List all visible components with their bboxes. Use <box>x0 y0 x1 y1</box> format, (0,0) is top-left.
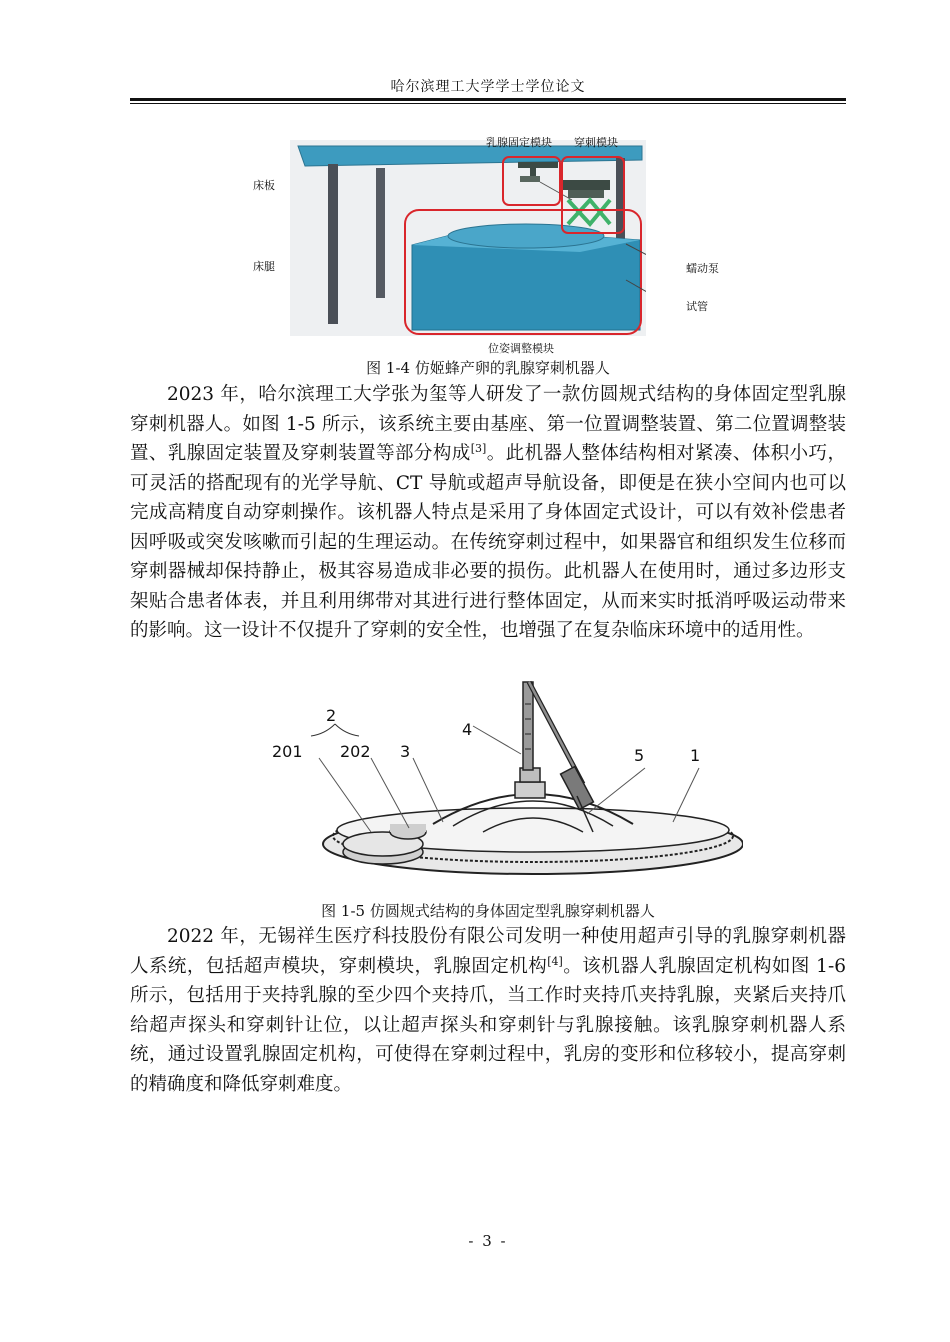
label-5: 5 <box>634 746 645 765</box>
label-bed-board: 床板 <box>253 179 275 192</box>
figure-1-5-caption: 图 1-5 仿圆规式结构的身体固定型乳腺穿刺机器人 <box>321 902 655 920</box>
label-bed-leg: 床腿 <box>253 260 275 273</box>
label-3: 3 <box>400 742 411 761</box>
paragraph-2-text-after: 。该机器人乳腺固定机构如图 1-6 所示，包括用于夹持乳腺的至少四个夹持爪，当工作时夹持爪夹持乳腺，夹紧后夹持爪给超声探头和穿刺针让位，以让超声探头和穿刺针与乳腺接触。该乳腺穿刺机器人系统，通过设置乳腺固定机构，可使得在穿刺过程中，乳房的变形和位移较小，提高穿刺的精确度和降低穿刺难度。 <box>130 955 846 1095</box>
label-4: 4 <box>462 720 473 739</box>
label-1: 1 <box>690 746 701 765</box>
label-2: 2 <box>326 706 337 725</box>
citation-4: [4] <box>547 954 563 968</box>
label-202: 202 <box>340 742 371 761</box>
label-201: 201 <box>272 742 303 761</box>
paragraph-1-text: 2023 年，哈尔滨理工大学张为玺等人研发了一款仿圆规式结构的身体固定型乳腺穿刺机器人。如图 1-5 所示，该系统主要由基座、第一位置调整装置、第二位置调整装置、乳腺固定装置及穿刺装置等部分构成 <box>130 384 846 464</box>
label-breast-fixation-module: 乳腺固定模块 <box>486 136 552 149</box>
label-pose-adjust-module: 位姿调整模块 <box>488 342 554 355</box>
header-rule-thin <box>130 103 846 104</box>
paragraph-2-text: 2022 年，无锡祥生医疗科技股份有限公司发明一种使用超声引导的乳腺穿刺机器人系统，包括超声模块，穿刺模块，乳腺固定机构 <box>130 926 846 977</box>
figure-1-4-caption: 图 1-4 仿姬蜂产卵的乳腺穿刺机器人 <box>366 359 610 377</box>
label-test-tube: 试管 <box>686 300 708 313</box>
page-number: - 3 - <box>468 1232 508 1250</box>
paragraph-1-text-after: 。此机器人整体结构相对紧凑、体积小巧，可灵活的搭配现有的光学导航、CT 导航或超声导航设备，即便是在狭小空间内也可以完成高精度自动穿刺操作。该机器人特点是采用了身体固定式设计，可以有效补偿患者因呼吸或突发咳嗽而引起的生理运动。在传统穿刺过程中，如果器官和组织发生位移而穿刺器械却保持静止，极其容易造成非必要的损伤。此机器人在使用时，通过多边形支架贴合患者体表，并且利用绑带对其进行进行整体固定，从而来实时抵消呼吸运动带来的影响。这一设计不仅提升了穿刺的安全性，也增强了在复杂临床环境中的适用性。 <box>130 443 846 641</box>
citation-3: [3] <box>470 441 487 455</box>
label-puncture-module: 穿刺模块 <box>574 136 618 149</box>
label-peristaltic-pump: 蠕动泵 <box>686 262 719 275</box>
figure-1-4-illustration <box>290 140 646 336</box>
figure-1-5-illustration <box>233 664 743 896</box>
page-header-title: 哈尔滨理工大学学士学位论文 <box>390 79 586 95</box>
paragraph-2 <box>130 922 846 1099</box>
header-rule-thick <box>130 98 846 101</box>
paragraph-1 <box>130 380 846 646</box>
